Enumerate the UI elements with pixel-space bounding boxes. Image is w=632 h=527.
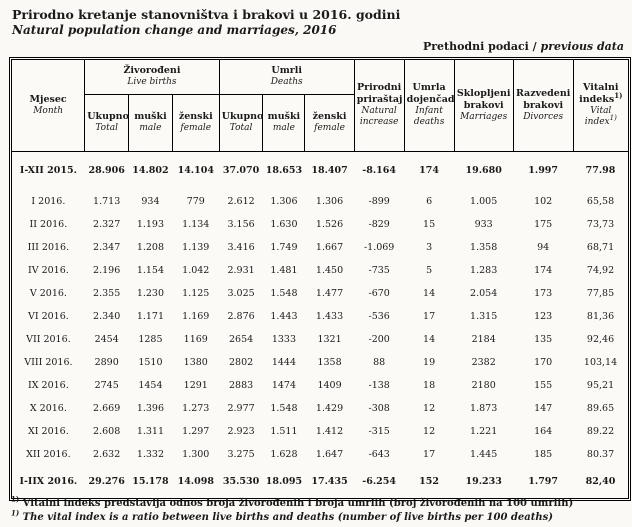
data-cell: 185 <box>534 448 553 460</box>
data-cell: 3.156 <box>227 218 255 230</box>
month-cell: II 2016. <box>29 218 68 230</box>
data-cell: 2180 <box>471 379 496 391</box>
data-cell: 1.433 <box>315 310 344 322</box>
table-header <box>12 60 628 152</box>
data-cell: 88 <box>373 356 386 368</box>
page-title-translation: Natural population change and marriages, 2016 <box>12 22 337 37</box>
data-cell: 1333 <box>271 333 297 345</box>
data-cell: 2.977 <box>227 402 255 414</box>
vital-index-en-text: Vital index <box>584 106 612 128</box>
data-cell: -1.069 <box>363 241 395 253</box>
col-header-deaths-total <box>219 95 263 152</box>
data-cell: -899 <box>368 195 390 207</box>
data-cell: 92,46 <box>586 333 615 345</box>
col-header-natural-increase-hr: Prirodni priraštaj <box>356 82 403 106</box>
data-cell: -670 <box>368 287 390 299</box>
data-cell: -8.164 <box>362 165 396 177</box>
births-male-en: male <box>139 123 162 134</box>
data-cell: 1.647 <box>315 448 344 460</box>
data-cell: 1.230 <box>136 287 165 299</box>
data-cell: 1409 <box>317 379 342 391</box>
data-cell: 15.178 <box>132 476 169 487</box>
data-cell: 73,73 <box>586 218 615 230</box>
data-cell: 68,71 <box>586 241 615 253</box>
data-cell: 1.396 <box>136 402 165 414</box>
footnote-hr-text: Vitalni indeks predstavlja odnos broja živorođenih i broja umrlih (broj živorođenih na 100 umrlih) <box>22 498 574 509</box>
data-cell: 3.025 <box>227 287 255 299</box>
births-total-hr: Ukupno <box>87 111 129 123</box>
month-cell: XII 2016. <box>26 448 71 460</box>
data-cell: 19.233 <box>465 476 502 487</box>
data-cell: 2.608 <box>93 425 121 437</box>
data-cell: 15 <box>423 218 436 230</box>
data-cell: -643 <box>368 448 390 460</box>
data-cell: 37.070 <box>222 165 260 177</box>
data-cell: 77.98 <box>585 165 616 177</box>
col-header-month-hr: Mjesec <box>29 93 67 105</box>
data-cell: 1.125 <box>182 287 210 299</box>
month-cell: VII 2016. <box>26 333 71 345</box>
data-cell: 14.098 <box>177 476 214 487</box>
table-row <box>12 397 628 420</box>
data-cell: 1.193 <box>136 218 165 230</box>
data-cell: 14.104 <box>177 165 214 177</box>
col-group-live-births-hr: Živorođeni <box>123 65 181 77</box>
data-cell: 1.445 <box>470 448 498 460</box>
month-cell: I-IIX 2016. <box>19 476 78 487</box>
col-header-divorces-en: Divorces <box>523 111 564 122</box>
data-cell: 94 <box>537 241 550 253</box>
page-title: Prirodno kretanje stanovništva i brakovi u 2016. godini <box>12 7 401 22</box>
col-header-vital-index-en <box>576 106 626 129</box>
data-cell: 1.526 <box>315 218 344 230</box>
data-cell: 1.429 <box>315 402 344 414</box>
col-header-natural-increase-en: Natural increase <box>359 106 399 128</box>
data-cell: 1380 <box>183 356 208 368</box>
data-cell: 155 <box>534 379 553 391</box>
statistics-table <box>9 57 631 501</box>
data-cell: 2.355 <box>93 287 121 299</box>
data-cell: 103,14 <box>583 356 618 368</box>
data-cell: 174 <box>419 165 440 177</box>
data-cell: -200 <box>368 333 390 345</box>
month-cell: III 2016. <box>27 241 70 253</box>
col-header-marriages-hr: Sklopljeni brakovi <box>456 88 511 111</box>
title-block <box>0 0 632 38</box>
data-cell: 2184 <box>471 333 496 345</box>
data-cell: 18.653 <box>265 165 303 177</box>
data-cell: 18 <box>423 379 436 391</box>
data-cell: 1474 <box>271 379 297 391</box>
data-cell: 3 <box>426 241 433 253</box>
deaths-female-hr: ženski <box>312 111 347 123</box>
data-cell: 2745 <box>94 379 119 391</box>
data-cell: 1.283 <box>470 264 498 276</box>
data-cell: 2.196 <box>93 264 121 276</box>
data-cell: 164 <box>534 425 553 437</box>
col-header-infant-deaths <box>404 60 454 152</box>
data-cell: 18.095 <box>265 476 303 487</box>
data-cell: 174 <box>534 264 553 276</box>
data-cell: 2454 <box>94 333 119 345</box>
col-header-vital-index-hr <box>579 82 622 105</box>
data-cell: 1.797 <box>528 476 559 487</box>
col-group-live-births-en: Live births <box>127 77 177 88</box>
data-cell: 1.630 <box>270 218 298 230</box>
data-cell: 1358 <box>317 356 342 368</box>
data-cell: -138 <box>368 379 390 391</box>
table-row <box>12 443 628 466</box>
data-cell: 2.347 <box>93 241 121 253</box>
month-cell: I-XII 2015. <box>19 165 77 177</box>
data-cell: 3.416 <box>227 241 255 253</box>
col-header-month-en: Month <box>33 105 64 116</box>
data-cell: 1.042 <box>182 264 210 276</box>
month-cell: V 2016. <box>29 287 67 299</box>
data-cell: 14 <box>423 287 436 299</box>
previous-data-note-hr: Prethodni podaci / <box>422 40 537 53</box>
births-female-en: female <box>180 123 212 134</box>
data-cell: 779 <box>186 195 205 207</box>
data-cell: 173 <box>534 287 553 299</box>
footnote-en-text: The vital index is a ratio between live births and deaths (number of live births per 100 deaths) <box>22 511 553 523</box>
footnote-hr <box>11 494 574 511</box>
data-cell: 152 <box>419 476 440 487</box>
data-cell: 2.327 <box>93 218 121 230</box>
data-cell: 170 <box>534 356 553 368</box>
data-cell: 14.802 <box>132 165 169 177</box>
data-cell: 1169 <box>183 333 208 345</box>
data-cell: 18.407 <box>311 165 348 177</box>
data-cell: 2883 <box>228 379 254 391</box>
data-cell: 1.713 <box>93 195 121 207</box>
table-row <box>12 328 628 351</box>
births-male-hr: muški <box>134 111 167 123</box>
deaths-male-en: male <box>272 123 295 134</box>
data-cell: 1.443 <box>270 310 298 322</box>
previous-data-note <box>423 40 624 53</box>
table-row <box>12 236 628 259</box>
table-body <box>12 152 628 498</box>
data-cell: 1.273 <box>182 402 210 414</box>
data-cell: 5 <box>426 264 433 276</box>
data-cell: 2.612 <box>227 195 255 207</box>
data-cell: -6.254 <box>362 476 396 487</box>
data-cell: 1.134 <box>182 218 210 230</box>
col-header-infant-deaths-hr: Umrla dojenčad <box>406 82 455 106</box>
col-header-marriages-en: Marriages <box>460 111 508 122</box>
col-header-births-total <box>85 95 129 152</box>
col-header-vital-index <box>573 60 628 152</box>
data-cell: 1.139 <box>182 241 210 253</box>
month-cell: X 2016. <box>29 402 67 414</box>
data-cell: 1.306 <box>315 195 344 207</box>
data-cell: -315 <box>368 425 390 437</box>
table-row <box>12 152 628 190</box>
data-cell: 1.169 <box>182 310 210 322</box>
data-cell: 1510 <box>138 356 163 368</box>
deaths-total-hr: Ukupno <box>221 111 264 123</box>
data-cell: 1.873 <box>470 402 498 414</box>
month-cell: IV 2016. <box>27 264 69 276</box>
col-header-divorces-hr: Razvedeni brakovi <box>515 88 571 111</box>
col-group-live-births <box>85 60 219 95</box>
table-row <box>12 305 628 328</box>
data-cell: 1.315 <box>470 310 498 322</box>
data-cell: 1454 <box>138 379 163 391</box>
data-cell: 1.358 <box>470 241 498 253</box>
data-cell: 80.37 <box>586 448 615 460</box>
data-cell: 1.306 <box>270 195 298 207</box>
data-cell: 2.923 <box>227 425 255 437</box>
data-cell: 28.906 <box>88 165 125 177</box>
data-cell: -829 <box>368 218 390 230</box>
data-cell: 35.530 <box>222 476 260 487</box>
data-cell: 1.481 <box>270 264 298 276</box>
data-cell: 2.931 <box>227 264 255 276</box>
data-cell: 1.208 <box>136 241 165 253</box>
data-cell: 123 <box>534 310 553 322</box>
data-cell: 1.667 <box>315 241 344 253</box>
data-cell: 77,85 <box>586 287 615 299</box>
footnote-marker: 1) <box>11 494 20 504</box>
footnote-marker: 1) <box>609 114 617 123</box>
col-group-deaths-hr: Umrli <box>271 65 302 77</box>
table-row <box>12 259 628 282</box>
footnote-marker: 1) <box>11 508 20 518</box>
data-cell: 14 <box>423 333 436 345</box>
table-row <box>12 466 628 498</box>
table-row <box>12 282 628 305</box>
data-cell: 89.65 <box>586 402 615 414</box>
footnote-marker: 1) <box>614 91 623 101</box>
births-female-hr: ženski <box>178 111 213 123</box>
data-cell: 29.276 <box>88 476 125 487</box>
data-cell: 175 <box>534 218 553 230</box>
data-cell: -536 <box>368 310 390 322</box>
data-cell: 1291 <box>183 379 208 391</box>
data-cell: 102 <box>534 195 553 207</box>
data-cell: 19 <box>423 356 436 368</box>
data-cell: 2.876 <box>227 310 255 322</box>
data-cell: 81,36 <box>586 310 615 322</box>
data-cell: 1.221 <box>470 425 498 437</box>
data-cell: 1.300 <box>182 448 210 460</box>
data-cell: 933 <box>474 218 493 230</box>
data-cell: 6 <box>426 195 433 207</box>
month-cell: VIII 2016. <box>24 356 73 368</box>
previous-data-note-en: previous data <box>540 40 624 53</box>
data-cell: 1.005 <box>470 195 498 207</box>
data-cell: 1.311 <box>136 425 165 437</box>
data-cell: 2.669 <box>93 402 121 414</box>
col-header-deaths-female <box>305 95 354 152</box>
col-header-month <box>12 60 85 152</box>
data-cell: 2890 <box>94 356 119 368</box>
col-header-births-male <box>129 95 173 152</box>
month-cell: VI 2016. <box>27 310 69 322</box>
month-cell: I 2016. <box>31 195 66 207</box>
data-cell: 17.435 <box>311 476 348 487</box>
data-cell: 19.680 <box>465 165 502 177</box>
table-row <box>12 351 628 374</box>
data-cell: 1285 <box>138 333 163 345</box>
data-cell: 2382 <box>471 356 496 368</box>
col-header-births-female <box>172 95 219 152</box>
data-cell: 82,40 <box>585 476 616 487</box>
table-row <box>12 190 628 213</box>
col-group-deaths <box>219 60 354 95</box>
data-cell: 1.154 <box>136 264 165 276</box>
data-cell: 95,21 <box>586 379 615 391</box>
data-cell: 1321 <box>317 333 342 345</box>
data-cell: 1.548 <box>270 287 298 299</box>
data-cell: 1.332 <box>136 448 165 460</box>
data-cell: 1.450 <box>315 264 344 276</box>
deaths-female-en: female <box>314 123 345 134</box>
data-cell: 2.054 <box>470 287 498 299</box>
data-cell: 1.297 <box>182 425 210 437</box>
col-group-deaths-en: Deaths <box>270 77 303 88</box>
data-cell: 1.749 <box>270 241 298 253</box>
population-table <box>12 60 628 498</box>
col-header-natural-increase <box>354 60 404 152</box>
data-cell: 1.412 <box>315 425 344 437</box>
data-cell: 12 <box>423 402 436 414</box>
data-cell: 934 <box>141 195 160 207</box>
col-header-deaths-male <box>263 95 305 152</box>
data-cell: 17 <box>423 448 436 460</box>
col-header-infant-deaths-en: Infant deaths <box>413 106 445 128</box>
footnotes <box>11 494 574 524</box>
month-cell: IX 2016. <box>28 379 69 391</box>
data-cell: 1.171 <box>136 310 165 322</box>
data-cell: 2.632 <box>93 448 121 460</box>
data-cell: 1.548 <box>270 402 298 414</box>
data-cell: 1444 <box>271 356 297 368</box>
footnote-en <box>11 508 573 525</box>
data-cell: 1.997 <box>528 165 559 177</box>
table-row <box>12 374 628 397</box>
data-cell: 17 <box>423 310 436 322</box>
data-cell: 2654 <box>228 333 254 345</box>
data-cell: 1.477 <box>315 287 344 299</box>
data-cell: 89.22 <box>586 425 615 437</box>
data-cell: 2802 <box>228 356 254 368</box>
data-cell: 1.511 <box>270 425 298 437</box>
data-cell: 135 <box>534 333 553 345</box>
births-total-en: Total <box>95 123 118 134</box>
data-cell: -308 <box>368 402 390 414</box>
month-cell: XI 2016. <box>28 425 69 437</box>
table-row <box>12 213 628 236</box>
data-cell: 2.340 <box>93 310 121 322</box>
data-cell: 65,58 <box>586 195 615 207</box>
data-cell: 1.628 <box>270 448 298 460</box>
col-header-divorces <box>513 60 573 152</box>
data-cell: 74,92 <box>586 264 615 276</box>
vital-index-hr-text: Vitalni indeks <box>579 82 619 106</box>
data-cell: 147 <box>534 402 553 414</box>
col-header-marriages <box>454 60 513 152</box>
deaths-total-en: Total <box>229 123 253 134</box>
deaths-male-hr: muški <box>267 111 301 123</box>
data-cell: 12 <box>423 425 436 437</box>
data-cell: -735 <box>368 264 390 276</box>
data-cell: 3.275 <box>227 448 255 460</box>
table-row <box>12 420 628 443</box>
